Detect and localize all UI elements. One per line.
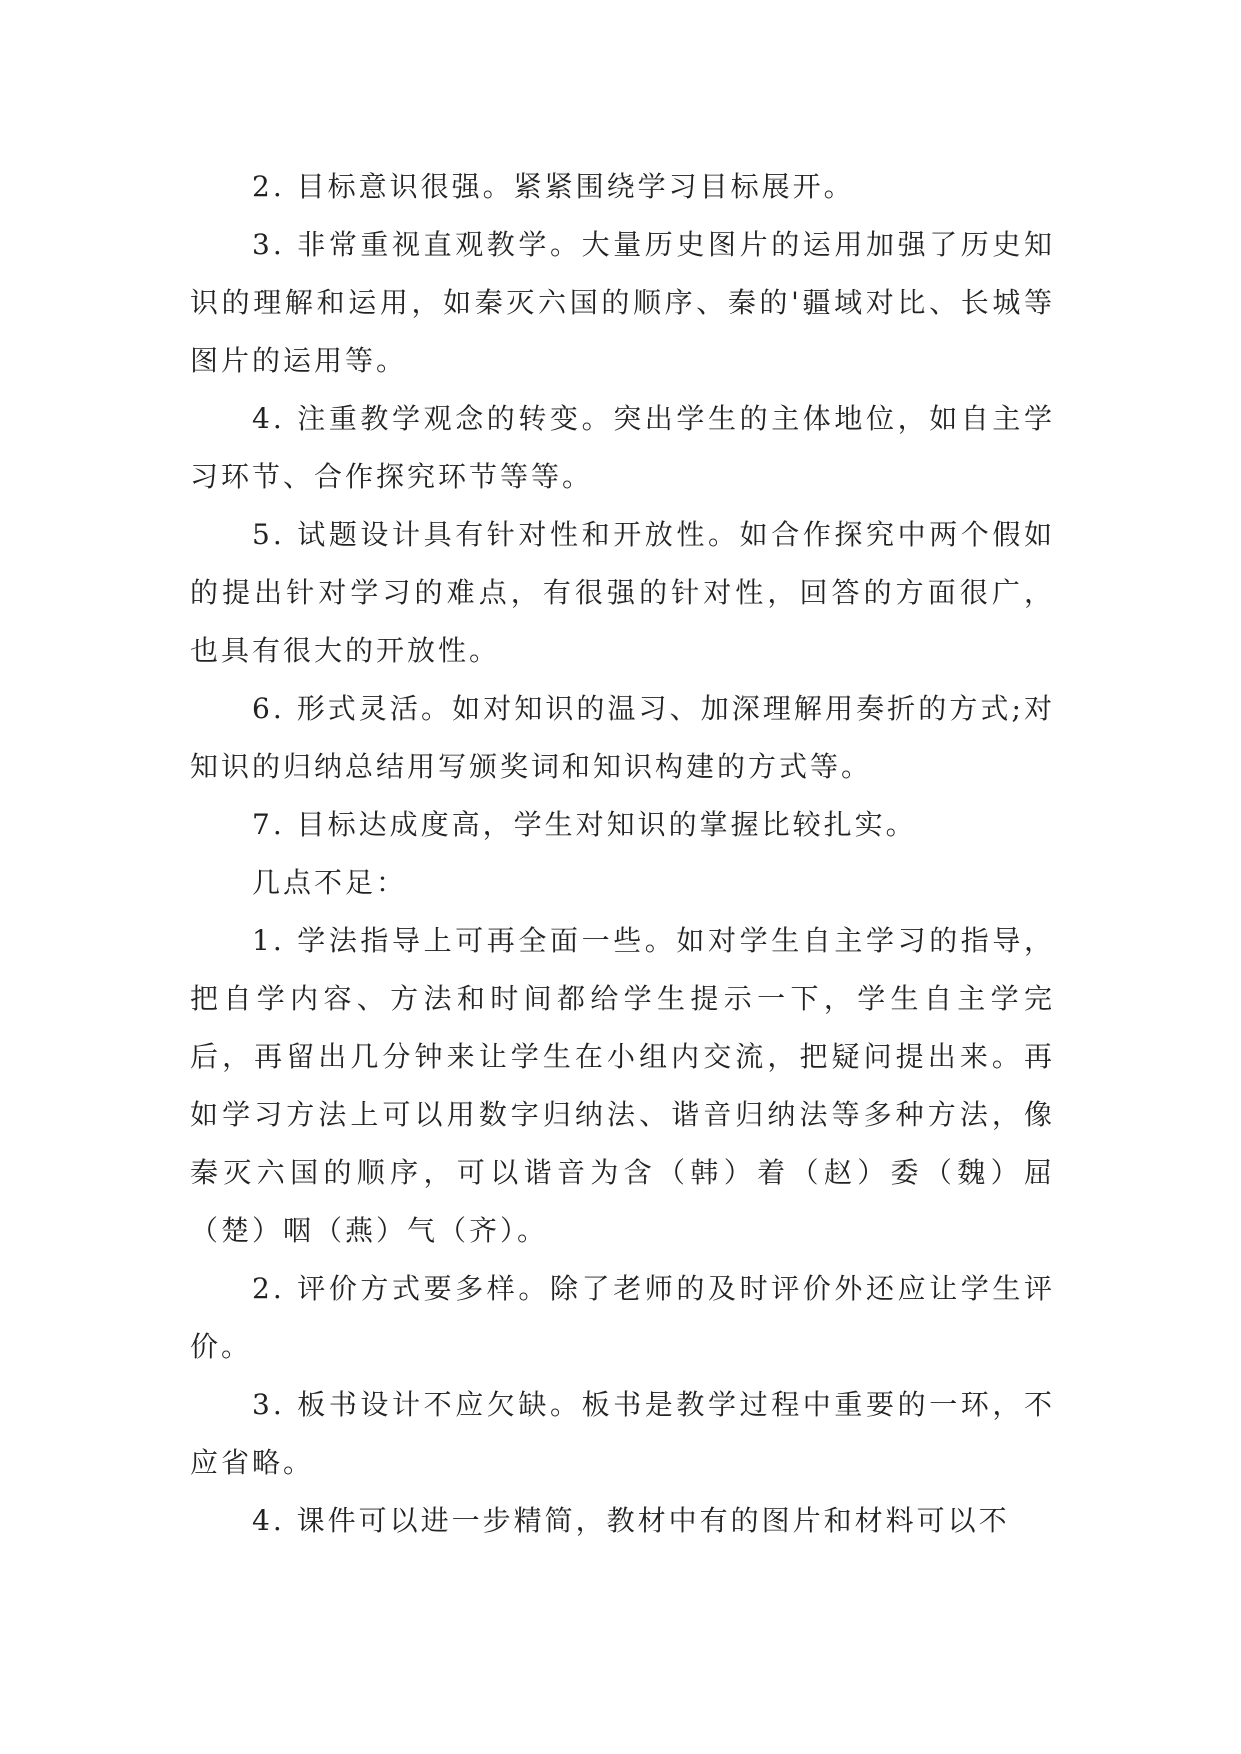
paragraph-7: 1. 学法指导上可再全面一些。如对学生自主学习的指导，把自学内容、方法和时间都给学生提示一下，学生自主学完后，再留出几分钟来让学生在小组内交流，把疑问提出来。再如学习方法上可以用数字归纳法、谐音归纳法等多种方法，像秦灭六国的顺序，可以谐音为含（韩）着（赵）委（魏）屈（楚）咽（燕）气（齐）。 xyxy=(190,924,1055,1247)
paragraph-9: 3. 板书设计不应欠缺。板书是教学过程中重要的一环，不应省略。 xyxy=(190,1388,1055,1479)
paragraph-4: 5. 试题设计具有针对性和开放性。如合作探究中两个假如的提出针对学习的难点，有很强的针对性，回答的方面很广，也具有很大的开放性。 xyxy=(190,518,1055,667)
paragraph-1: 2. 目标意识很强。紧紧围绕学习目标展开。 xyxy=(252,170,855,203)
section-heading-shortcomings: 几点不足： xyxy=(252,866,408,899)
paragraph-3: 4. 注重教学观念的转变。突出学生的主体地位，如自主学习环节、合作探究环节等等。 xyxy=(190,402,1055,493)
paragraph-5: 6. 形式灵活。如对知识的温习、加深理解用奏折的方式;对知识的归纳总结用写颁奖词和知识构建的方式等。 xyxy=(190,692,1055,783)
paragraph-10: 4. 课件可以进一步精简，教材中有的图片和材料可以不 xyxy=(252,1504,1010,1537)
paragraph-2: 3. 非常重视直观教学。大量历史图片的运用加强了历史知识的理解和运用，如秦灭六国的顺序、秦的'疆域对比、长城等图片的运用等。 xyxy=(190,228,1055,377)
paragraph-8: 2. 评价方式要多样。除了老师的及时评价外还应让学生评价。 xyxy=(190,1272,1055,1363)
paragraph-6: 7. 目标达成度高，学生对知识的掌握比较扎实。 xyxy=(252,808,917,841)
document-body xyxy=(190,158,1055,1550)
